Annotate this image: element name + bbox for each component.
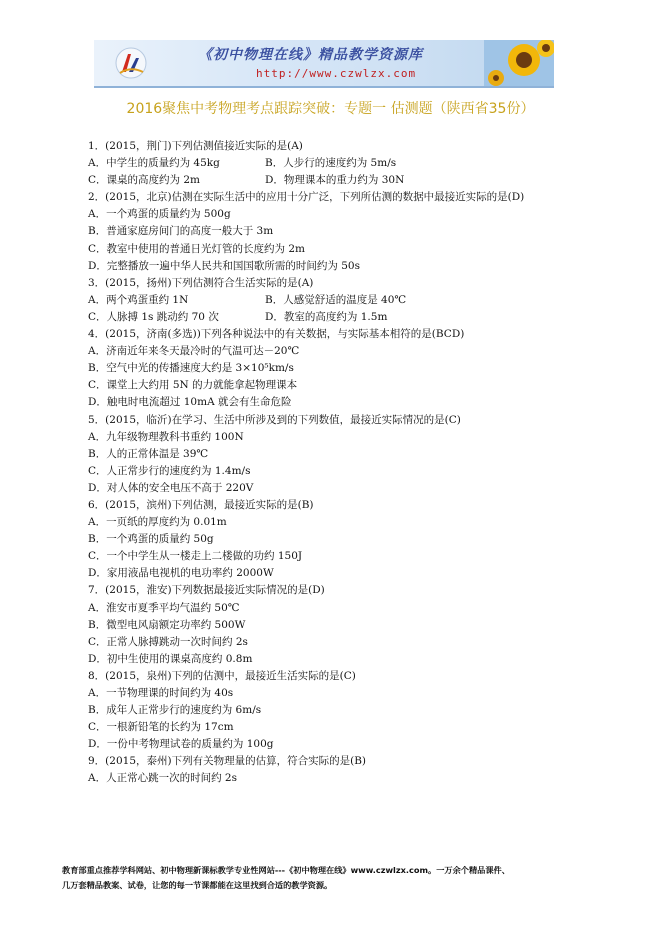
option-text: D．对人体的安全电压不高于 220V (88, 481, 254, 494)
question-text: 6．(2015，滨州)下列估测，最接近实际的是(B) (88, 498, 314, 511)
question-text: 5．(2015，临沂)在学习、生活中所涉及到的下列数值，最接近实际情况的是(C) (88, 413, 461, 426)
site-logo-icon (114, 46, 148, 80)
option-text: C．正常人脉搏跳动一次时间约 2s (88, 635, 248, 648)
banner-url[interactable]: http://www.czwlzx.com (256, 67, 417, 80)
option-text: A．中学生的质量约为 45kg (88, 157, 220, 170)
option-text: B．空气中光的传播速度大约是 3×10⁵km/s (88, 362, 294, 375)
question-text: 8．(2015，泉州)下列的估测中，最接近生活实际的是(C) (88, 669, 356, 682)
option-text: A．一页纸的厚度约为 0.01m (88, 516, 227, 529)
option-text: B．微型电风扇额定功率约 500W (88, 618, 246, 631)
option-row (88, 292, 588, 309)
question-text: 7．(2015，淮安)下列数据最接近实际情况的是(D) (88, 584, 325, 597)
question-text: 3．(2015，扬州)下列估测符合生活实际的是(A) (88, 276, 314, 289)
option-text: C．教室中使用的普通日光灯管的长度约为 2m (88, 242, 306, 255)
question-text: 4．(2015，济南(多选))下列各种说法中的有关数据，与实际基本相符的是(BCD) (88, 328, 465, 341)
option-text: C．课桌的高度约为 2m (88, 174, 201, 187)
option-text: B．人步行的速度约为 5m/s (265, 157, 397, 170)
question-text: 9．(2015，泰州)下列有关物理量的估算，符合实际的是(B) (88, 755, 367, 768)
option-text: D．一份中考物理试卷的质量约为 100g (88, 738, 274, 751)
option-row (88, 172, 588, 189)
option-text: A．一个鸡蛋的质量约为 500g (88, 208, 231, 221)
question-text: 2．(2015，北京)估测在实际生活中的应用十分广泛，下列所估测的数据中最接近实际的是(D) (88, 191, 525, 204)
option-text: B．成年人正常步行的速度约为 6m/s (88, 704, 262, 717)
option-text: C．人正常步行的速度约为 1.4m/s (88, 464, 251, 477)
option-text: D．教室的高度约为 1.5m (265, 310, 388, 323)
footer (62, 863, 602, 893)
banner-title: 《初中物理在线》精品教学资源库 (198, 47, 423, 63)
page-title: 2016聚焦中考物理考点跟踪突破：专题一 估测题（陕西省35份） (126, 101, 535, 117)
option-text: D．触电时电流超过 10mA 就会有生命危险 (88, 396, 292, 409)
footer-line: 几万套精品教案、试卷，让您的每一节课都能在这里找到合适的教学资源。 (62, 880, 333, 890)
option-text: C．课堂上大约用 5N 的力就能拿起物理课本 (88, 379, 298, 392)
option-text: D．完整播放一遍中华人民共和国国歌所需的时间约为 50s (88, 259, 361, 272)
option-text: D．家用液晶电视机的电功率约 2000W (88, 567, 274, 580)
option-text: C．一根新铅笔的长约为 17cm (88, 721, 234, 734)
option-text: A．济南近年来冬天最冷时的气温可达－20℃ (88, 345, 300, 358)
option-text: C．人脉搏 1s 跳动约 70 次 (88, 310, 219, 323)
option-text: A．人正常心跳一次的时间约 2s (88, 772, 237, 785)
option-text: A．一节物理课的时间约为 40s (88, 687, 234, 699)
option-text: B．一个鸡蛋的质量约 50g (88, 533, 214, 546)
option-text: A．九年级物理教科书重约 100N (88, 430, 244, 443)
option-text: A．两个鸡蛋重约 1N (88, 293, 189, 306)
option-text: A．淮安市夏季平均气温约 50℃ (88, 601, 240, 614)
option-text: B．人的正常体温是 39℃ (88, 447, 209, 460)
option-text: B．人感觉舒适的温度是 40℃ (265, 293, 407, 306)
option-text: D．初中生使用的课桌高度约 0.8m (88, 652, 253, 665)
question-text: 1．(2015，荆门)下列估测值接近实际的是(A) (88, 140, 303, 152)
header-banner (94, 40, 554, 88)
option-text: C．一个中学生从一楼走上二楼做的功约 150J (88, 550, 303, 563)
option-text: D．物理课本的重力约为 30N (265, 174, 405, 187)
option-text: B．普通家庭房间门的高度一般大于 3m (88, 225, 274, 238)
sunflower-icon (484, 40, 554, 86)
option-row (88, 309, 588, 326)
option-row (88, 155, 588, 172)
question-list (88, 138, 588, 788)
footer-line: 教育部重点推荐学科网站、初中物理新课标教学专业性网站---《初中物理在线》www.czwlzx.com。一万余个精品课件、 (62, 865, 510, 875)
